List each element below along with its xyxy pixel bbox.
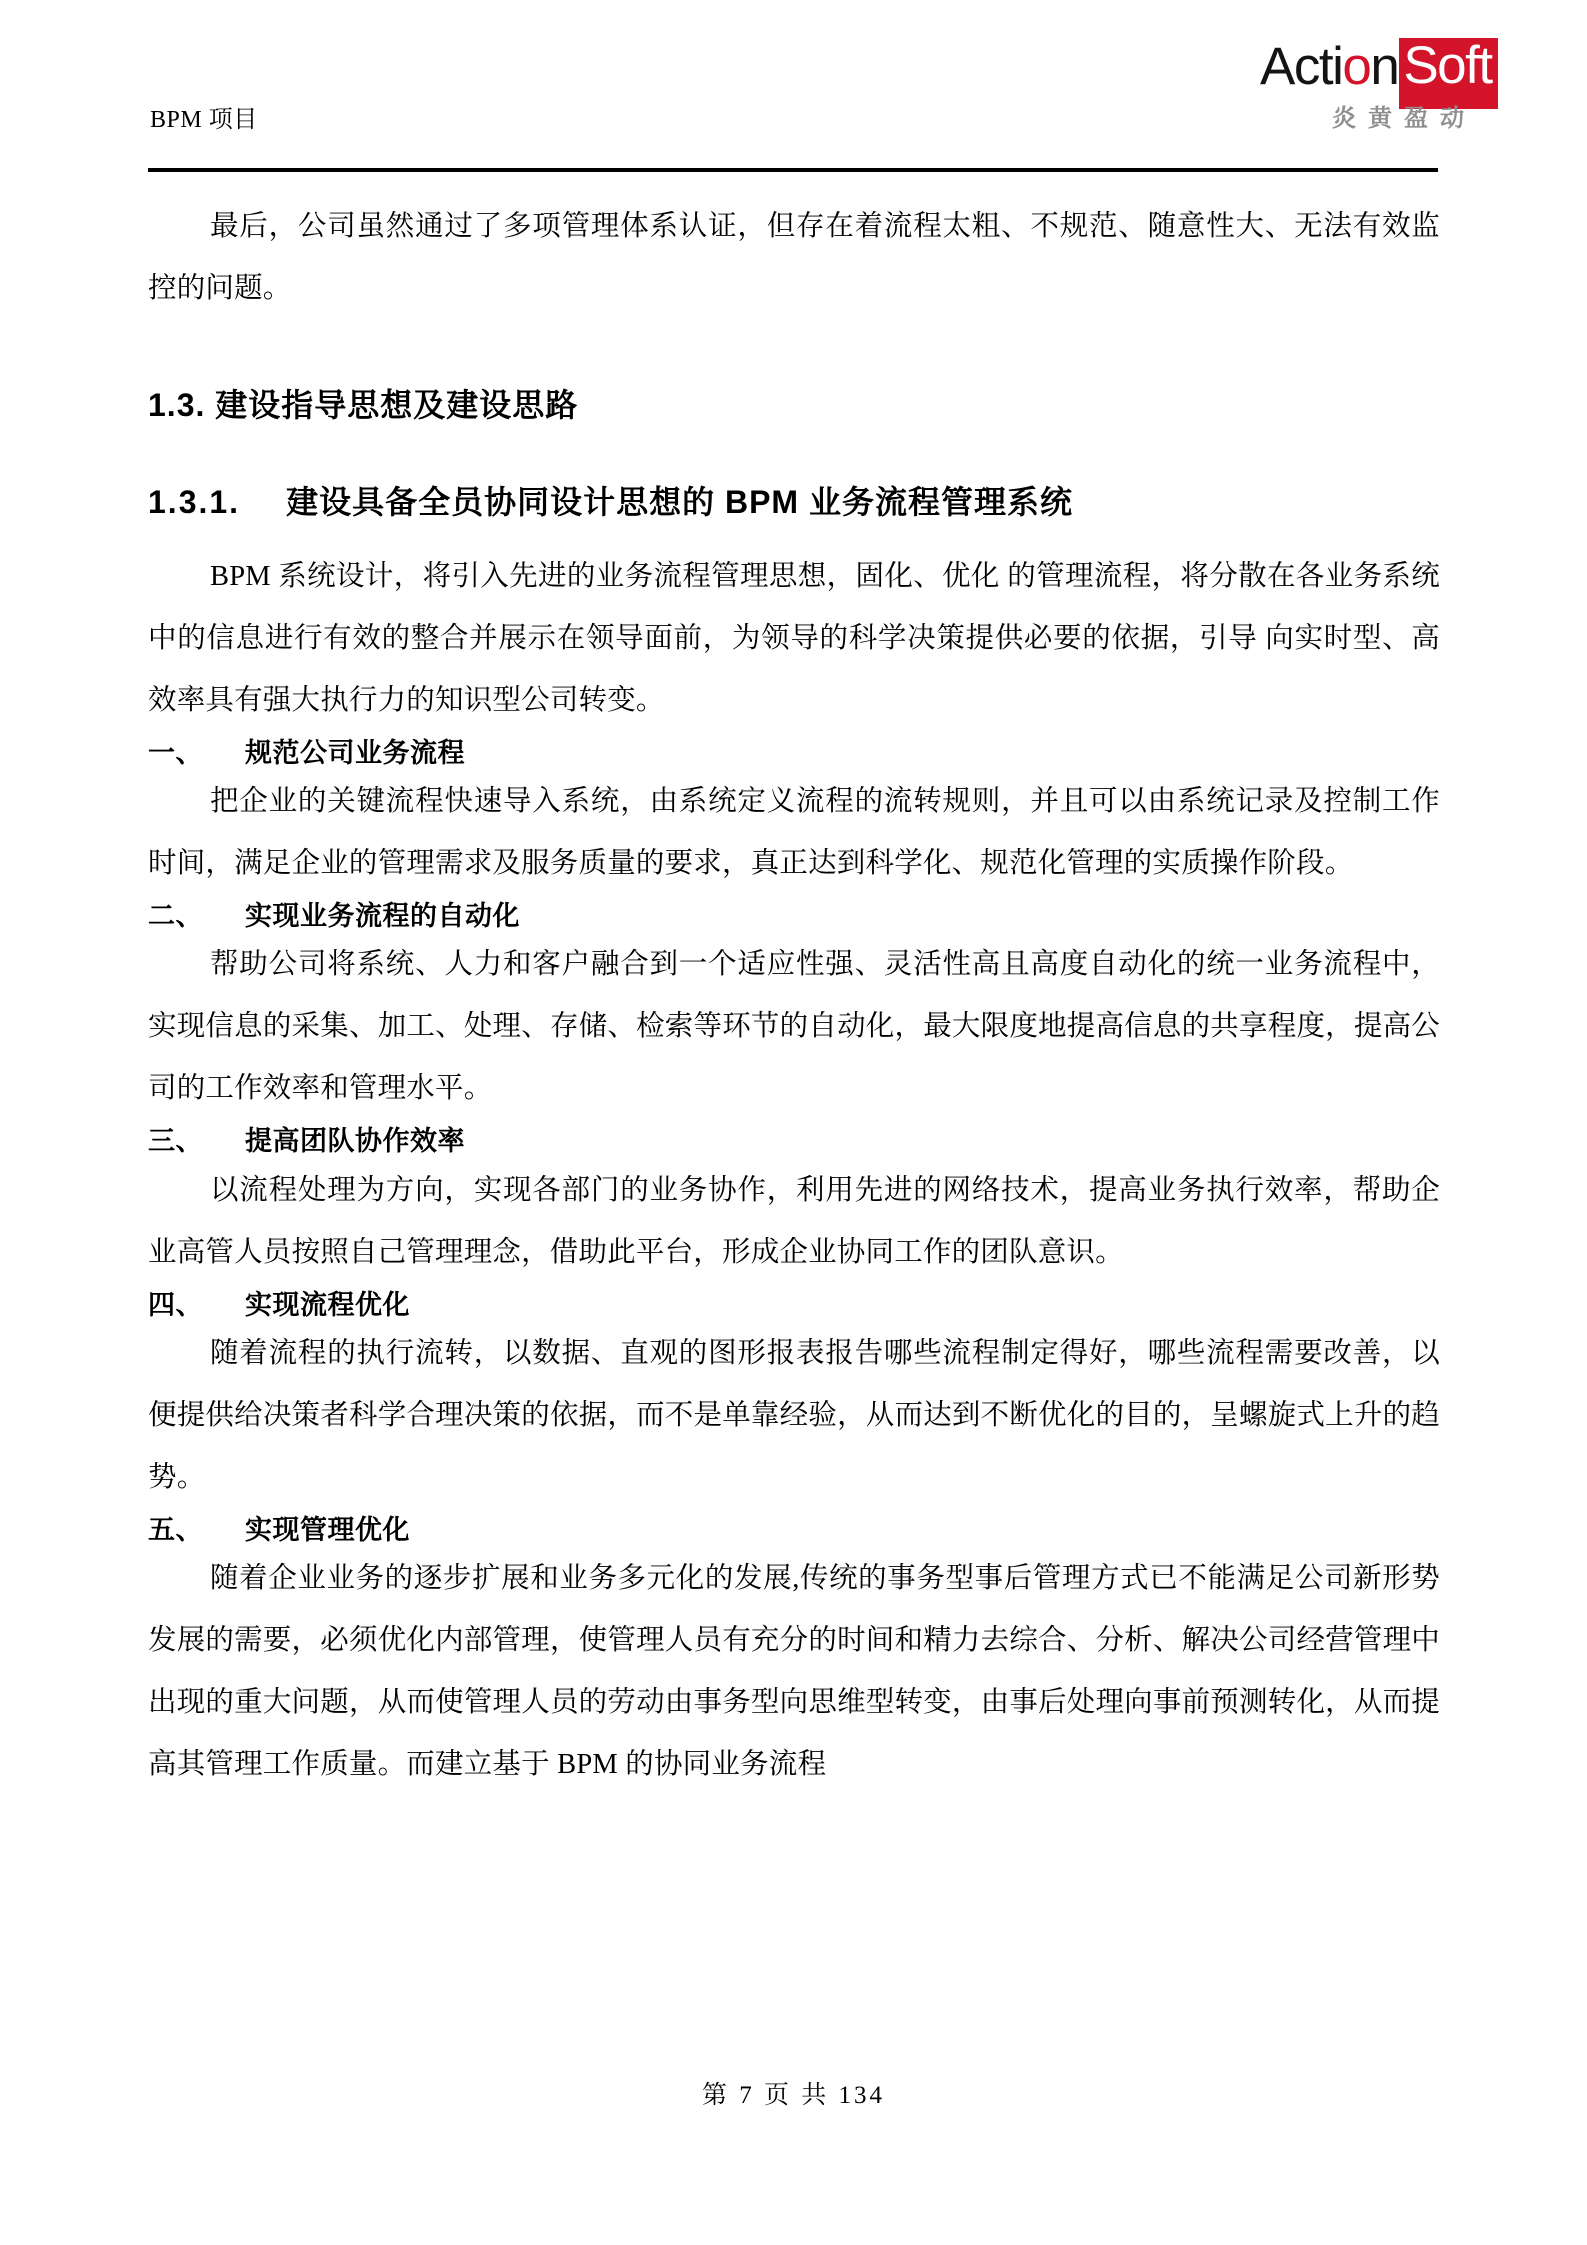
header-title: BPM 项目 [150,107,258,133]
list-item-title-1: 规范公司业务流程 [245,738,465,769]
actionsoft-logo [1260,38,1522,130]
list-item-title-5: 实现管理优化 [245,1514,410,1545]
list-item-heading-3 [148,1126,1440,1157]
intro-paragraph: 最后，公司虽然通过了多项管理体系认证，但存在着流程太粗、不规范、随意性大、无法有效监控的问题。 [148,211,1440,304]
list-item-title-2: 实现业务流程的自动化 [245,901,520,932]
list-item-heading-2 [148,901,1440,932]
spacer [148,320,1440,360]
list-item-body-1: 把企业的关键流程快速导入系统，由系统定义流程的流转规则，并且可以由系统记录及控制工作时间，满足企业的管理需求及服务质量的要求，真正达到科学化、规范化管理的实质操作阶段。 [148,786,1440,880]
logo-acti: Acti [1260,37,1343,96]
document-content [148,196,1440,1796]
page-footer [0,2075,1587,2111]
spacer [148,520,1440,546]
list-item-number-3: 三、 [148,1126,203,1157]
logo-soft-text: Soft [1403,36,1492,95]
list-item-body-5: 随着企业业务的逐步扩展和业务多元化的发展,传统的事务型事后管理方式已不能满足公司新形势发展的需要，必须优化内部管理，使管理人员有充分的时间和精力去综合、分析、解决公司经营管理中出现的重大问题，从而使管理人员的劳动由事务型向思维型转变，由事后处理向事前预测转化，从而提高其管理工作质量。而建立基于 BPM 的协同业务流程 [148,1562,1440,1780]
header-divider [148,168,1438,172]
spacer [148,423,1440,449]
heading-1-3-1 [148,485,1440,520]
list-item-title-3: 提高团队协作效率 [245,1126,465,1157]
heading-1-3-1-text: 建设具备全员协同设计思想的 BPM 业务流程管理系统 [286,484,1073,521]
logo-chinese-name: 炎黄盈动 [1332,105,1476,132]
list-item-title-4: 实现流程优化 [245,1289,410,1320]
list-item-body-2: 帮助公司将系统、人力和客户融合到一个适应性强、灵活性高且高度自动化的统一业务流程中，实现信息的采集、加工、处理、存储、检索等环节的自动化，最大限度地提高信息的共享程度，提高公司的工作效率和管理水平。 [148,949,1440,1105]
logo-o-letter: o [1342,37,1371,96]
bpm-paragraph: BPM 系统设计，将引入先进的业务流程管理思想，固化、优化 的管理流程，将分散在各业务系统中的信息进行有效的整合并展示在领导面前，为领导的科学决策提供必要的依据，引导 向实时型、高效率具有强大执行力的知识型公司转变。 [148,561,1440,717]
list-item-number-2: 二、 [148,901,203,932]
logo-wordmark [1260,38,1498,96]
list-item-number-5: 五、 [148,1514,203,1545]
page-number: 第 7 页 共 134 [701,2082,885,2109]
list-item-heading-5 [148,1515,1440,1546]
list-item-heading-1 [148,738,1440,769]
list-item-number-1: 一、 [148,738,203,769]
logo-action-text [1260,38,1398,96]
heading-1-3-1-number: 1.3.1. [148,484,241,521]
page-header [0,0,1587,175]
heading-1-3: 1.3. 建设指导思想及建设思路 [148,387,579,423]
list-item-body-3: 以流程处理为方向，实现各部门的业务协作，利用先进的网络技术，提高业务执行效率，帮助企业高管人员按照自己管理理念，借助此平台，形成企业协同工作的团队意识。 [148,1174,1440,1268]
list-item-number-4: 四、 [148,1289,203,1320]
logo-n-letter: n [1370,37,1399,96]
list-item-heading-4 [148,1290,1440,1321]
list-item-body-4: 随着流程的执行流转，以数据、直观的图形报表报告哪些流程制定得好，哪些流程需要改善，以便提供给决策者科学合理决策的依据，而不是单靠经验，从而达到不断优化的目的，呈螺旋式上升的趋势。 [148,1337,1440,1493]
